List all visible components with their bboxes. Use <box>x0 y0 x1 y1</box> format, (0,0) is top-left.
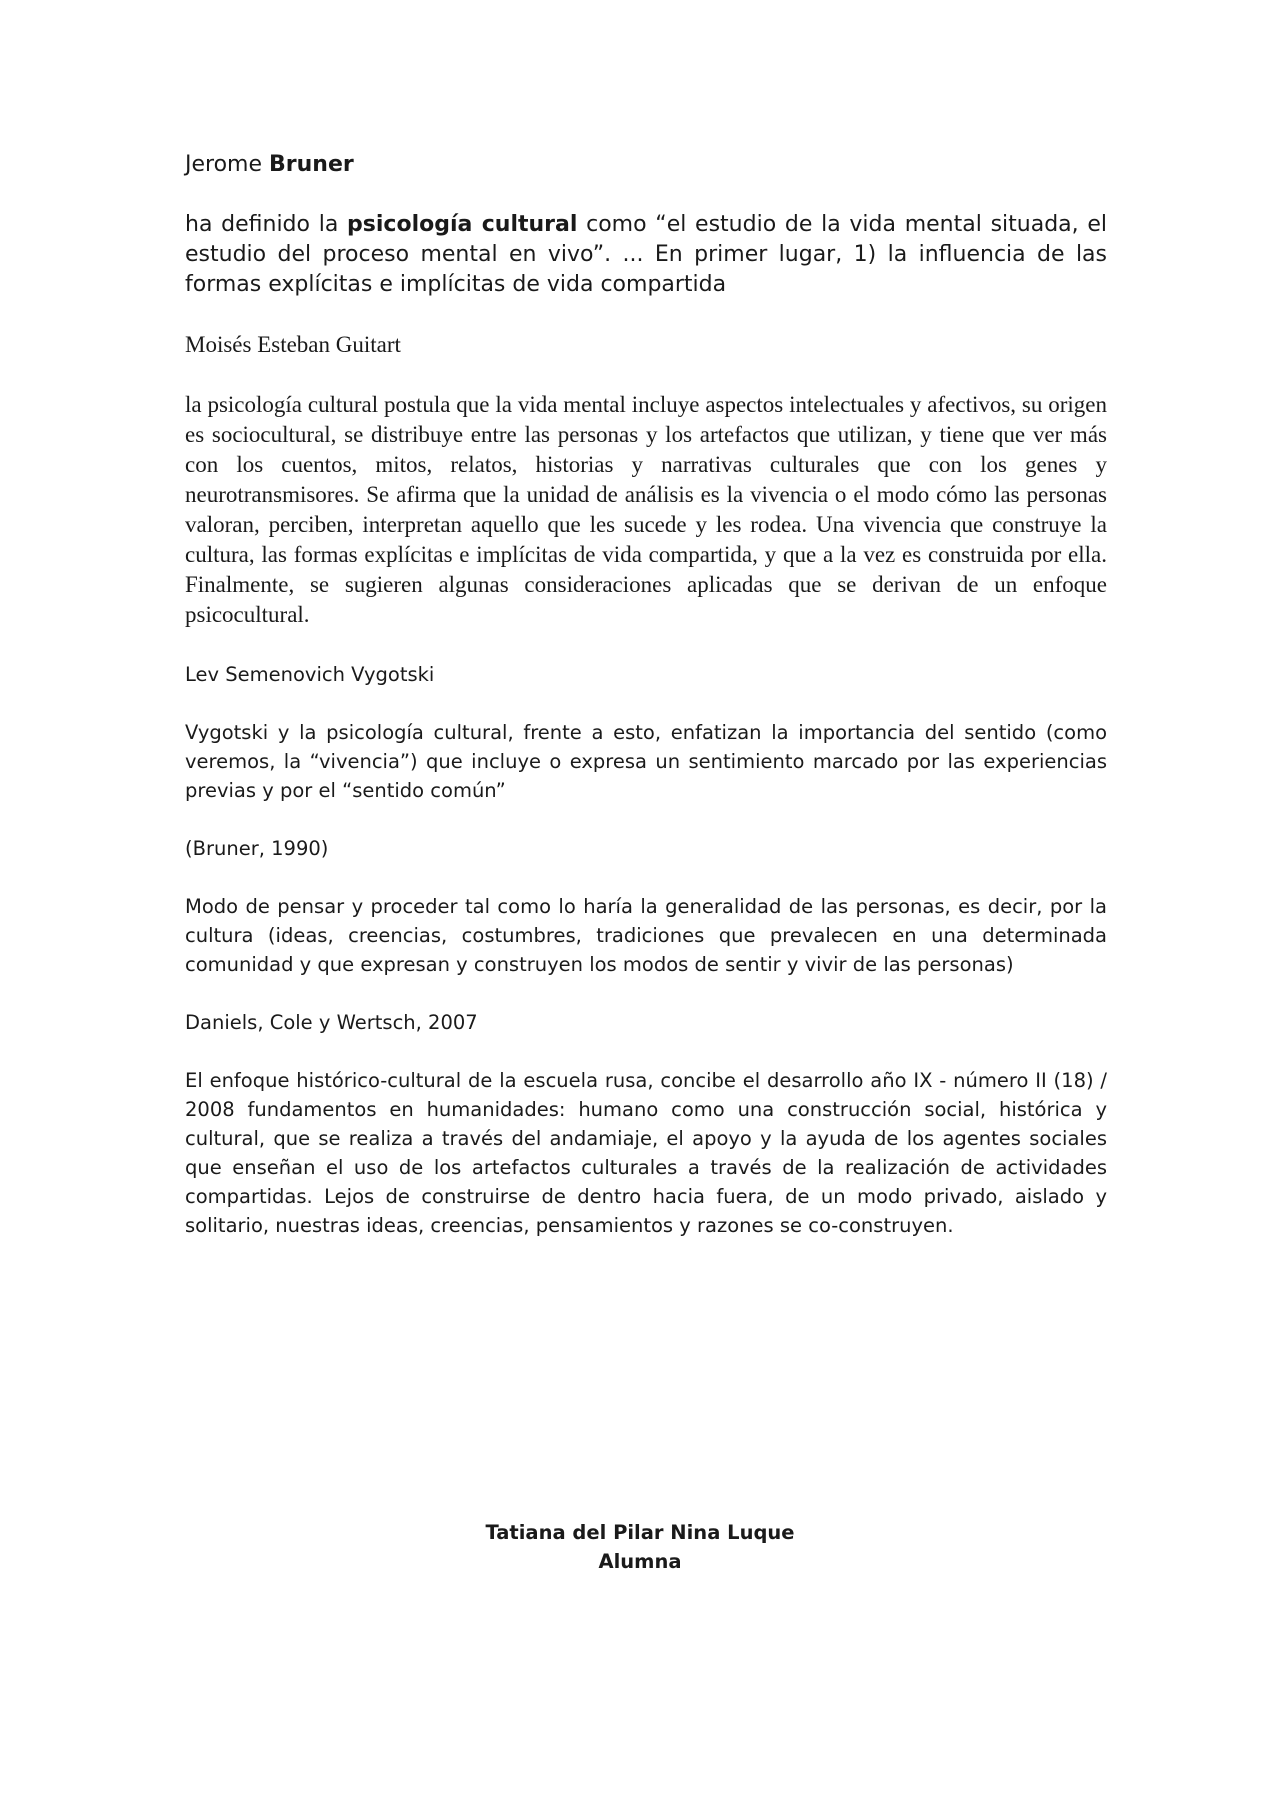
signature-block <box>0 1518 1280 1576</box>
paragraph-guitart: la psicología cultural postula que la vida mental incluye aspectos intelectuales y afectivos, su origen es sociocultural, se distribuye entre las personas y los artefactos que utilizan, y tiene que ver más con los cuentos, mitos, relatos, historias y narrativas culturales que con los genes y neurotransmisores. Se afirma que la unidad de análisis es la vivencia o el modo cómo las personas valoran, perciben, interpretan aquello que les sucede y les rodea. Una vivencia que construye la cultura, las formas explícitas e implícitas de vida compartida, y que a la vez es construida por ella. Finalmente, se sugieren algunas consideraciones aplicadas que se derivan de un enfoque psicocultural. <box>185 392 1107 627</box>
paragraph-bruner-definition <box>185 210 1107 300</box>
heading-moises-esteban-guitart: Moisés Esteban Guitart <box>185 332 401 357</box>
author-last-name: Bruner <box>269 152 354 177</box>
paragraph-vygotski: Vygotski y la psicología cultural, frente a esto, enfatizan la importancia del sentido (como veremos, la “vivencia”) que incluye o expresa un sentimiento marcado por las experiencias previas y por el “sentido común” <box>185 721 1107 802</box>
citation-bruner-1990: (Bruner, 1990) <box>185 837 329 860</box>
signature-role: Alumna <box>598 1550 682 1573</box>
document-body <box>185 150 1107 1240</box>
paragraph-enfoque-historico-cultural: El enfoque histórico-cultural de la escuela rusa, concibe el desarrollo año IX - número II (18) / 2008 fundamentos en humanidades: humano como una construcción social, histórica y cultural, que se realiza a través del andamiaje, el apoyo y la ayuda de los agentes sociales que enseñan el uso de los artefactos culturales a través de la realización de actividades compartidas. Lejos de construirse de dentro hacia fuera, de un modo privado, aislado y solitario, nuestras ideas, creencias, pensamientos y razones se co-construyen. <box>185 1069 1107 1237</box>
intro-text-a: ha definido la <box>185 212 348 237</box>
signature-name: Tatiana del Pilar Nina Luque <box>485 1521 795 1544</box>
citation-daniels-cole-wertsch: Daniels, Cole y Wertsch, 2007 <box>185 1011 478 1034</box>
heading-jerome-bruner <box>185 150 1107 180</box>
intro-text-b: como “el estudio de la vida mental situada, el estudio del proceso mental en vivo”. ... En primer lugar, 1) la influencia de las formas explícitas e implícitas de vida compartida <box>185 212 1107 297</box>
intro-bold-term: psicología cultural <box>347 212 578 237</box>
author-first-name: Jerome <box>185 152 263 177</box>
paragraph-sentido-comun: Modo de pensar y proceder tal como lo haría la generalidad de las personas, es decir, por la cultura (ideas, creencias, costumbres, tradiciones que prevalecen en una determinada comunidad y que expresan y construyen los modos de sentir y vivir de las personas) <box>185 895 1107 976</box>
heading-vygotski: Lev Semenovich Vygotski <box>185 663 435 686</box>
